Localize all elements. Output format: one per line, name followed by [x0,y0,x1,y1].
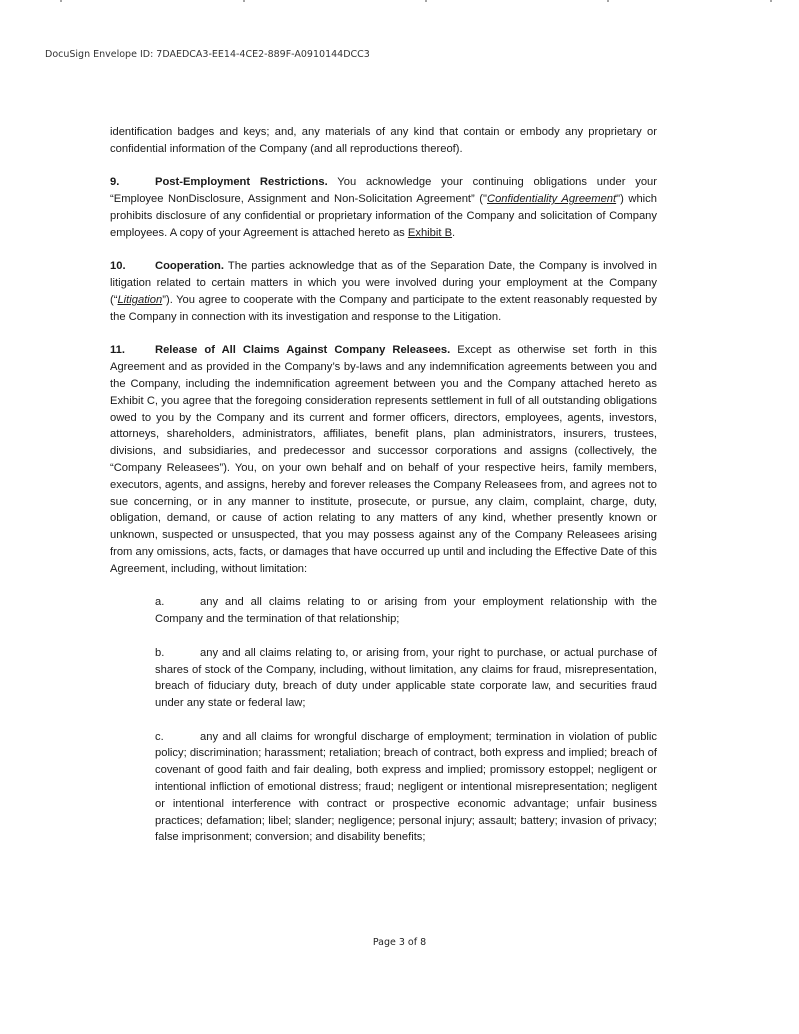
section-number: 9. [110,176,120,189]
exhibit-reference: Exhibit B [407,226,453,239]
clause-text: any and all claims for wrongful discharge of employment; termination in violation of public policy; discrimination; harassment; retaliation; breach of contract, both express and implied; breach of covenant of good faith and fair dealing, both express and implied; promissory estoppel; negligent or intentional infliction of emotional distress; fraud; negligent or intentional misrepresentation; negligent or intentional interference with contract or prospective economic advantage; unfair business practices; defamation; libel; slander; negligence; personal injury; assault; battery; invasion of privacy; false imprisonment; conversion; and disability benefits; [155,730,657,844]
section-heading: Post-Employment Restrictions. [155,176,328,189]
defined-term: Confidentiality Agreement [487,193,617,206]
clause-text: any and all claims relating to, or arising from, your right to purchase, or actual purchase of shares of stock of the Company, including, without limitation, any claims for fraud, misrepresentation, breach of fiduciary duty, breach of duty under applicable state corporate law, and securities fraud under any state or federal law; [155,646,657,710]
section-10 [110,258,657,325]
section-text: You acknowledge your continuing obligations under your “Employee NonDisclosure, Assignment and Non-Solicitation Agreement” (" [110,176,657,206]
section-number: 10. [110,260,126,273]
section-text: ") which prohibits disclosure of any confidential or proprietary information of the Company and solicitation of Company employees. A copy of your Agreement is attached hereto as [110,193,657,239]
section-heading: Cooperation. [155,260,224,273]
section-text: . [452,226,456,239]
clause-b [110,645,657,712]
clause-a [110,594,657,628]
section-heading: Release of All Claims Against Company Releasees. [155,344,451,357]
section-11 [110,342,657,577]
clause-letter: b. [155,646,165,659]
docusign-envelope-id: DocuSign Envelope ID: 7DAEDCA3-EE14-4CE2-889F-A0910144DCC3 [45,49,370,60]
document-body [110,124,657,846]
clause-letter: c. [155,730,164,743]
page-number: Page 3 of 8 [372,937,427,948]
clause-c [110,729,657,847]
section-text: The parties acknowledge that as of the Separation Date, the Company is involved in litigation related to certain matters in which you were involved during your employment at the Company (“ [110,260,657,306]
section-number: 11. [110,344,125,357]
clause-text: any and all claims relating to or arising from your employment relationship with the Company and the termination of that relationship; [155,596,657,626]
scan-mark [770,0,772,2]
section-text: ”). You agree to cooperate with the Company and participate to the extent reasonably requested by the Company in connection with its investigation and response to the Litigation. [110,293,657,323]
section-text: Except as otherwise set forth in this Agreement and as provided in the Company’s by-laws and any indemnification agreements between you and the Company, including the indemnification agreement between you and the Company attached hereto as Exhibit C, you agree that the foregoing consideration represents settlement in full of all outstanding obligations owed to you by the Company and its current and former officers, directors, employees, agents, investors, attorneys, shareholders, administrators, affiliates, benefit plans, plan administrators, insurers, trustees, divisions, and subsidiaries, and predecessor and successor corporations and assigns (collectively, the “Company Releasees”). You, on your own behalf and on behalf of your respective heirs, family members, executors, agents, and assigns, hereby and forever releases the Company Releasees from, and agrees not to sue concerning, or in any manner to institute, prosecute, or pursue, any claim, complaint, charge, duty, obligation, demand, or cause of action relating to any matters of any kind, whether presently known or unknown, suspected or unsuspected, that you may possess against any of the Company Releasees arising from any omissions, acts, facts, or damages that have occurred up until and including the Effective Date of this Agreement, including, without limitation: [110,344,657,575]
scan-mark [243,0,245,2]
intro-paragraph: identification badges and keys; and, any materials of any kind that contain or embody any proprietary or confidential information of the Company (and all reproductions thereof). [110,126,657,155]
scan-mark [425,0,427,2]
scan-mark [60,0,62,2]
defined-term: Litigation [117,293,163,306]
scan-mark [607,0,609,2]
section-9 [110,174,657,241]
clause-letter: a. [155,596,165,609]
